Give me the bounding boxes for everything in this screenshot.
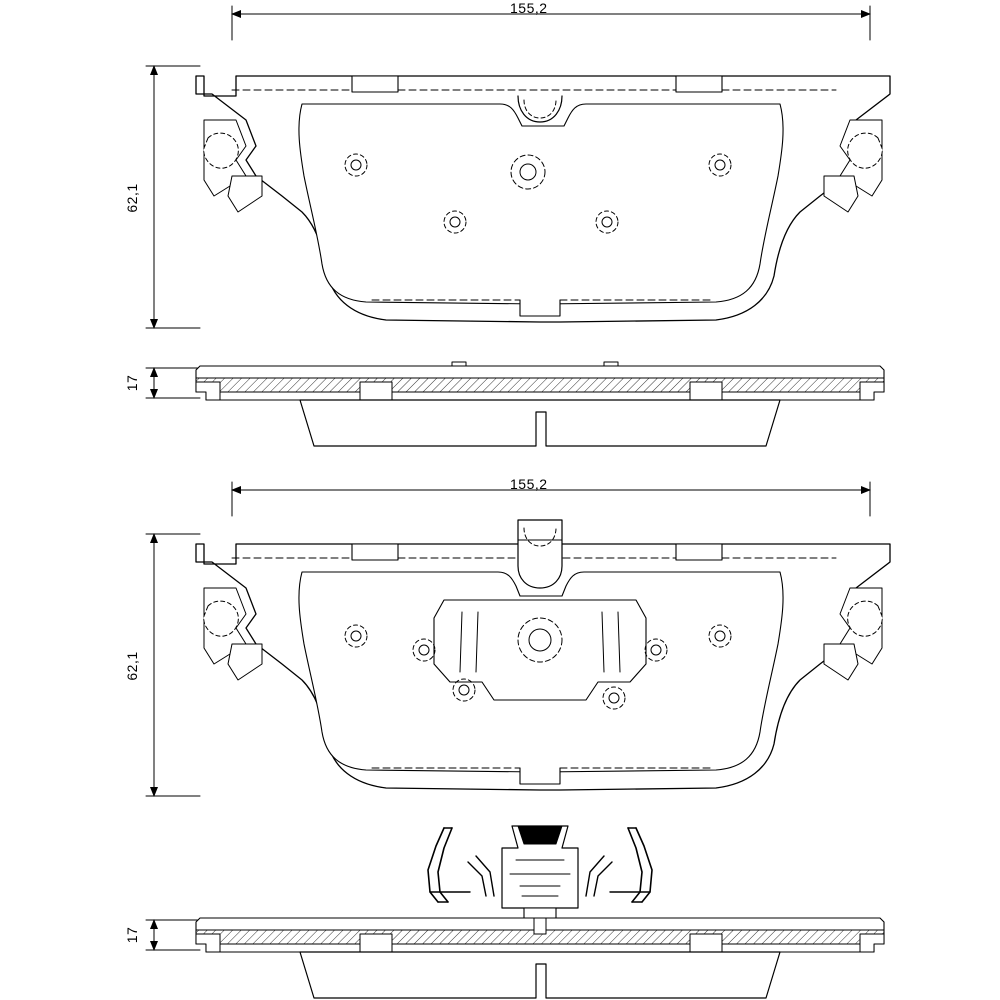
dimension-top-thickness (146, 368, 200, 398)
dimension-label-top-width: 155,2 (510, 0, 548, 16)
dimension-bottom-width (232, 482, 870, 516)
spring-clip-assembly (428, 826, 652, 908)
view-brake-pad-side-upper (196, 362, 884, 446)
dimension-label-bottom-height: 62,1 (124, 651, 140, 681)
dimension-label-bottom-thickness: 17 (124, 926, 140, 944)
dimension-bottom-thickness (146, 920, 200, 950)
view-brake-pad-side-lower (196, 908, 884, 998)
dimension-bottom-height (146, 534, 200, 796)
dimension-top-width (232, 6, 870, 40)
dimension-label-top-height: 62,1 (124, 183, 140, 213)
dimension-top-height (146, 66, 200, 328)
dimension-label-bottom-width: 155,2 (510, 476, 548, 492)
view-brake-pad-front-upper (196, 76, 890, 322)
dimension-label-top-thickness: 17 (124, 374, 140, 392)
view-brake-pad-front-lower (196, 520, 890, 790)
